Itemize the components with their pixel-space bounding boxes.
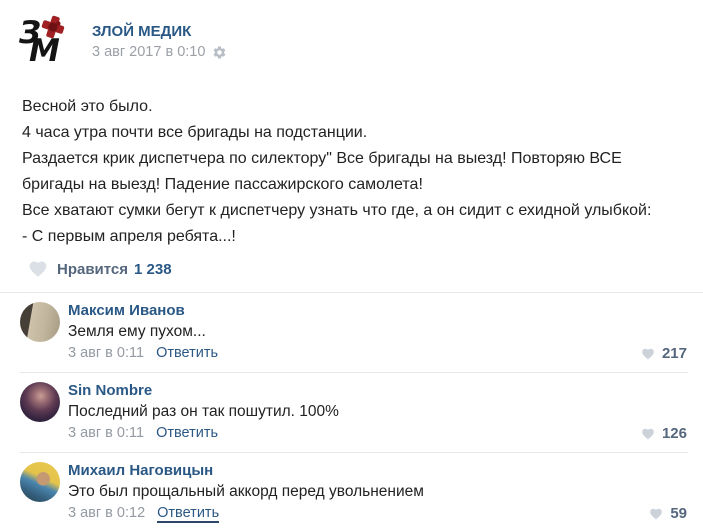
post-text-line: 4 часа утра почти все бригады на подстанции. (22, 124, 368, 141)
post-text-line: Все хватают сумки бегут к диспетчеру узнать что где, а он сидит с ехидной улыбкой: (22, 202, 652, 219)
comment-like-count: 59 (670, 505, 687, 522)
post-timestamp: 3 авг 2017 в 0:10 (92, 44, 206, 60)
svg-text:М: М (29, 33, 60, 62)
comment-text: Последний раз он так пошутил. 100% (68, 403, 339, 420)
post-head-text (92, 14, 227, 62)
like-label: Нравится (57, 260, 129, 278)
comment-like-button[interactable] (649, 505, 687, 522)
reply-link[interactable]: Ответить (157, 505, 220, 521)
comment-meta (68, 345, 683, 362)
gear-icon[interactable] (212, 45, 227, 60)
comment-text: Земля ему пухом... (68, 323, 206, 340)
post-text-line: Весной это было. (22, 98, 153, 115)
commenter-name-link[interactable]: Sin Nombre (68, 382, 153, 399)
commenter-avatar[interactable] (20, 302, 60, 342)
comment-like-count: 126 (661, 425, 687, 442)
commenter-avatar[interactable] (20, 462, 60, 502)
commenter-name-link[interactable]: Михаил Наговицын (68, 462, 214, 479)
comment-timestamp: 3 авг в 0:11 (68, 345, 145, 361)
comment-meta (68, 425, 683, 442)
heart-icon (641, 427, 655, 441)
reply-link[interactable]: Ответить (156, 345, 219, 361)
comment-item (0, 373, 703, 452)
group-name-link[interactable]: ЗЛОЙ МЕДИК (92, 23, 192, 40)
comment-timestamp: 3 авг в 0:12 (68, 505, 146, 521)
heart-icon (641, 347, 655, 361)
comment-item (0, 293, 703, 372)
post-text (22, 94, 703, 250)
post-text-line: Раздается крик диспетчера по силектору" Все бригады на выезд! Повторяю ВСЕ (22, 150, 622, 167)
comment-like-button[interactable] (641, 425, 687, 442)
comment-text: Это был прощальный аккорд перед увольнением (68, 483, 424, 500)
comments-list (0, 293, 703, 532)
post-text-line: бригады на выезд! Падение пассажирского самолета! (22, 176, 423, 193)
post-like-button[interactable] (28, 258, 172, 280)
like-count: 1 238 (134, 260, 172, 278)
heart-icon (28, 259, 48, 279)
svg-text:З: З (19, 15, 42, 51)
post-date-row (92, 44, 227, 61)
comment-like-count: 217 (661, 345, 687, 362)
comment-timestamp: 3 авг в 0:11 (68, 425, 145, 441)
post-text-line: - С первым апреля ребята...! (22, 228, 236, 245)
comment-meta (68, 505, 683, 522)
reply-link[interactable]: Ответить (156, 425, 219, 441)
group-logo-zm (18, 14, 66, 62)
comment-item (0, 453, 703, 532)
commenter-name-link[interactable]: Максим Иванов (68, 302, 185, 319)
commenter-avatar[interactable] (20, 382, 60, 422)
heart-icon (649, 507, 663, 521)
post-header (0, 0, 703, 62)
group-avatar[interactable] (18, 14, 66, 62)
comment-like-button[interactable] (641, 345, 687, 362)
